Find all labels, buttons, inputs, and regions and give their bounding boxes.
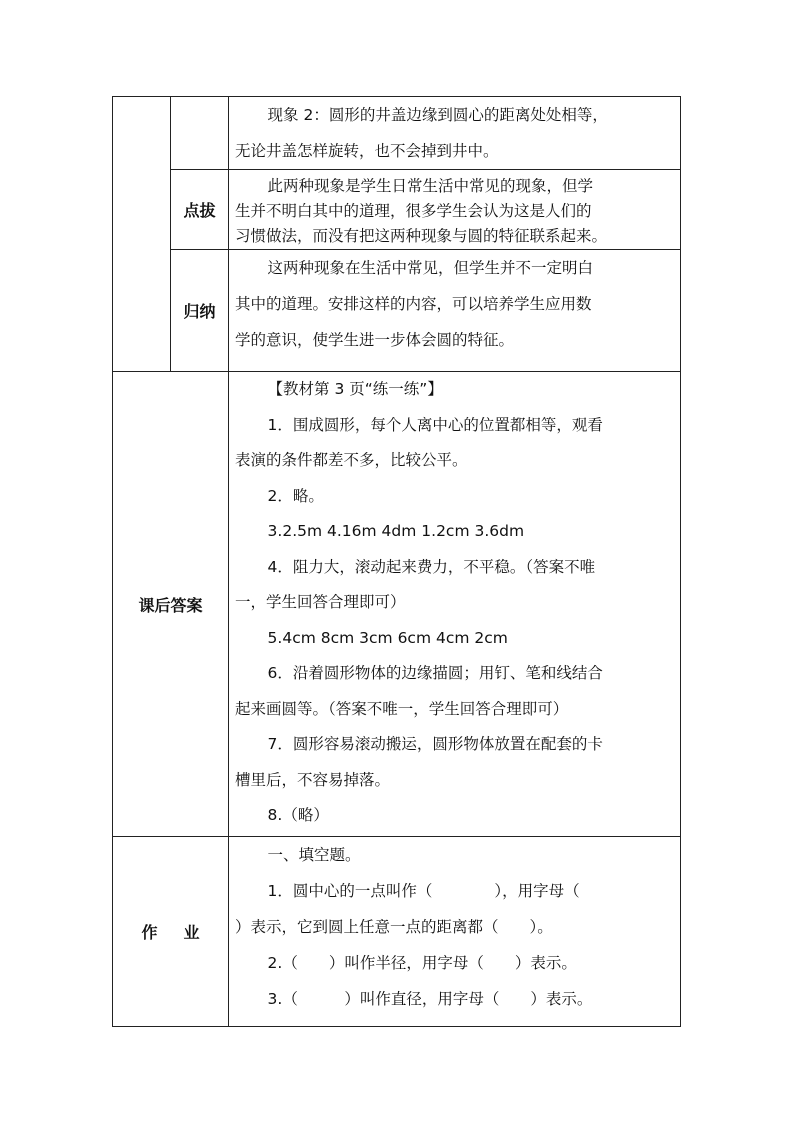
answers-line: 一，学生回答合理即可） (235, 593, 406, 611)
answers-line: 5.4cm 8cm 3cm 6cm 4cm 2cm (267, 628, 508, 647)
phenomenon-line-1: 现象 2：圆形的井盖边缘到圆心的距离处处相等， (267, 106, 608, 124)
homework-label: 作业 (141, 923, 226, 942)
phenomenon-line-2: 无论井盖怎样旋转，也不会掉到井中。 (235, 142, 499, 160)
homework-label-cell (113, 837, 229, 1027)
homework-row (113, 837, 681, 1027)
guina-label: 归纳 (171, 250, 229, 372)
dianbo-line-1: 此两种现象是学生日常生活中常见的现象，但学 (267, 177, 594, 195)
lesson-table (112, 96, 681, 1027)
homework-content (229, 837, 681, 1027)
answers-line: 2．略。 (267, 486, 324, 505)
guina-content (229, 250, 681, 372)
answers-line: 起来画圆等。（答案不唯一，学生回答合理即可） (235, 699, 569, 718)
homework-line: 3.（ ）叫作直径，用字母（ ）表示。 (267, 990, 593, 1008)
answers-line: 槽里后，不容易掉落。 (235, 770, 391, 789)
homework-line: 1．圆中心的一点叫作（ ），用字母（ (267, 882, 580, 900)
guina-row (113, 250, 681, 372)
answers-row (113, 372, 681, 837)
dianbo-line-2: 生并不明白其中的道理，很多学生会认为这是人们的 (235, 202, 592, 220)
guina-line-1: 这两种现象在生活中常见，但学生并不一定明白 (267, 259, 594, 277)
dianbo-line-3: 习惯做法，而没有把这两种现象与圆的特征联系起来。 (235, 227, 608, 245)
phenomenon-content (229, 97, 681, 170)
answers-line: 3.2.5m 4.16m 4dm 1.2cm 3.6dm (267, 522, 525, 540)
homework-line: 一、填空题。 (267, 846, 361, 864)
answers-line: 8.（略） (267, 806, 329, 824)
answers-content (229, 372, 681, 837)
answers-line: 【教材第 3 页“练一练”】 (267, 380, 443, 398)
answers-line: 1．围成圆形，每个人离中心的位置都相等，观看 (267, 415, 603, 434)
outer-label-cell (113, 97, 171, 372)
dianbo-row (113, 170, 681, 250)
dianbo-label: 点拔 (171, 170, 229, 250)
guina-line-2: 其中的道理。安排这样的内容，可以培养学生应用数 (235, 295, 592, 313)
phenomenon-label-cell (171, 97, 229, 170)
answers-line: 7．圆形容易滚动搬运，圆形物体放置在配套的卡 (267, 735, 603, 753)
answers-line: 4．阻力大，滚动起来费力，不平稳。（答案不唯 (267, 557, 596, 576)
dianbo-content (229, 170, 681, 250)
phenomenon-row (113, 97, 681, 170)
homework-line: 2.（ ）叫作半径，用字母（ ）表示。 (267, 954, 577, 972)
guina-line-3: 学的意识，使学生进一步体会圆的特征。 (235, 331, 515, 349)
homework-line: ）表示，它到圆上任意一点的距离都（ ）。 (235, 918, 553, 936)
answers-line: 表演的条件都差不多，比较公平。 (235, 451, 468, 469)
answers-label: 课后答案 (113, 372, 229, 837)
answers-line: 6．沿着圆形物体的边缘描圆；用钉、笔和线结合 (267, 664, 603, 682)
